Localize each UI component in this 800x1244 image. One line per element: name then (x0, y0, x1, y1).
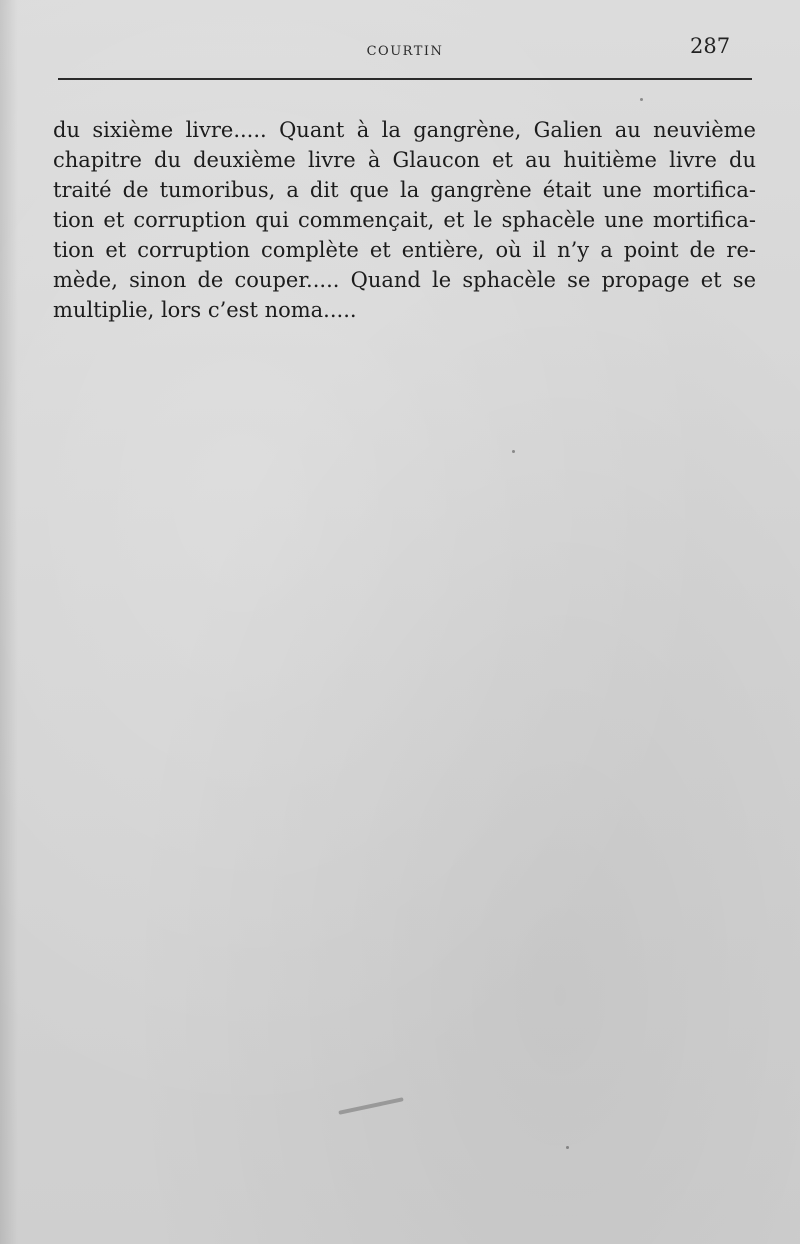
running-head (0, 34, 800, 64)
body-paragraph (53, 115, 756, 325)
page-number: 287 (690, 34, 731, 58)
text-line: tion et corruption qui commençait, et le sphacèle une mortifica- (53, 208, 756, 232)
running-title: COURTIN (366, 44, 444, 59)
page-gutter-shadow (0, 0, 18, 1244)
text-line: chapitre du deuxième livre à Glaucon et au huitième livre du (53, 148, 756, 172)
text-line: du sixième livre..... Quant à la gangrène, Galien au neuvième (53, 118, 756, 142)
text-line: mède, sinon de couper..... Quand le sphacèle se propage et se (53, 268, 756, 292)
paper-speck (640, 98, 643, 101)
text-line: traité de tumoribus, a dit que la gangrène était une mortifica- (53, 178, 756, 202)
header-rule (58, 78, 752, 80)
paper-speck (512, 450, 515, 453)
text-line: multiplie, lors c’est noma..... (53, 298, 357, 322)
paper-speck (566, 1146, 569, 1149)
text-line: tion et corruption complète et entière, où il n’y a point de re- (53, 238, 756, 262)
ink-smudge (338, 1097, 403, 1115)
